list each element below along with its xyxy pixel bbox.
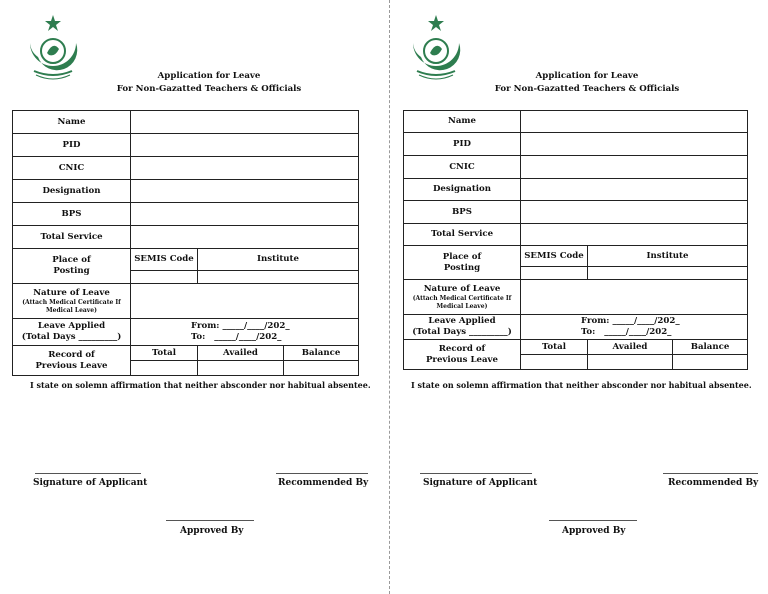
- col-total: Total: [521, 340, 588, 355]
- applicant-signature-line: [35, 473, 141, 474]
- nature-line-3: Medical Leave): [436, 302, 488, 310]
- leave-applied-line: Leave Applied: [428, 316, 496, 326]
- place-line-2: Posting: [443, 262, 481, 273]
- government-emblem-logo: [405, 13, 467, 85]
- record-line-1: Record of: [438, 343, 486, 354]
- total-field[interactable]: [131, 361, 198, 376]
- nature-line-3: Medical Leave): [46, 306, 97, 314]
- nature-line-2: (Attach Medical Certificate If: [412, 294, 512, 302]
- label-record-previous-leave: [13, 346, 131, 376]
- applicant-signature-line: [420, 473, 532, 474]
- label-institute: Institute: [198, 249, 359, 271]
- from-date: From: _____/____/202_: [191, 321, 290, 331]
- form-title: [100, 70, 318, 96]
- total-field[interactable]: [521, 355, 588, 370]
- recommended-signature-line: [276, 473, 368, 474]
- approved-by-label: Approved By: [562, 526, 626, 536]
- balance-field[interactable]: [673, 355, 748, 370]
- total-days-line: (Total Days _________): [21, 332, 122, 342]
- label-bps: BPS: [404, 201, 521, 224]
- leave-form-right: [390, 0, 768, 594]
- col-availed: Availed: [588, 340, 673, 355]
- label-designation: Designation: [13, 180, 131, 203]
- record-line-2: Previous Leave: [35, 360, 108, 371]
- place-line-2: Posting: [53, 266, 90, 276]
- affirmation-text: I state on solemn affirmation that neither absconder nor habitual absentee.: [411, 380, 752, 390]
- nature-line-1: Nature of Leave: [423, 283, 501, 294]
- label-cnic: CNIC: [13, 157, 131, 180]
- label-leave-applied: [13, 319, 131, 346]
- leave-applied-line: Leave Applied: [37, 321, 106, 331]
- col-availed: Availed: [198, 346, 284, 361]
- to-date: To: _____/____/202_: [581, 327, 672, 337]
- signature-of-applicant-label: Signature of Applicant: [423, 478, 538, 488]
- nature-of-leave-field[interactable]: [131, 284, 359, 319]
- record-line-1: Record of: [48, 349, 95, 360]
- label-leave-applied: [404, 315, 521, 340]
- title-line-2: For Non-Gazatted Teachers & Officials: [116, 84, 302, 94]
- label-name: Name: [404, 111, 521, 133]
- form-title: [478, 70, 696, 96]
- pid-field[interactable]: [131, 134, 359, 157]
- total-days-line: (Total Days _________): [412, 327, 512, 337]
- from-date: From: _____/____/202_: [581, 316, 680, 326]
- title-line-2: For Non-Gazatted Teachers & Officials: [494, 84, 680, 94]
- name-field[interactable]: [521, 111, 748, 133]
- label-nature-of-leave: [404, 280, 521, 315]
- government-emblem-logo: [22, 13, 84, 85]
- semis-code-field[interactable]: [131, 271, 198, 284]
- approved-by-label: Approved By: [180, 526, 244, 536]
- bps-field[interactable]: [131, 203, 359, 226]
- label-designation: Designation: [404, 179, 521, 201]
- label-institute: Institute: [588, 246, 748, 267]
- leave-dates-field[interactable]: [521, 315, 748, 340]
- recommended-signature-line: [663, 473, 758, 474]
- bps-field[interactable]: [521, 201, 748, 224]
- leave-table: [12, 110, 359, 376]
- designation-field[interactable]: [521, 179, 748, 201]
- leave-table: [403, 110, 748, 370]
- title-line-1: Application for Leave: [535, 71, 639, 81]
- total-service-field[interactable]: [521, 224, 748, 246]
- semis-code-field[interactable]: [521, 267, 588, 280]
- label-pid: PID: [13, 134, 131, 157]
- col-balance: Balance: [284, 346, 359, 361]
- nature-line-2: (Attach Medical Certificate If: [22, 298, 121, 306]
- balance-field[interactable]: [284, 361, 359, 376]
- label-pid: PID: [404, 133, 521, 156]
- approved-signature-line: [166, 520, 254, 521]
- designation-field[interactable]: [131, 180, 359, 203]
- place-line-1: Place of: [52, 255, 91, 265]
- nature-line-1: Nature of Leave: [33, 287, 110, 298]
- col-total: Total: [131, 346, 198, 361]
- title-line-1: Application for Leave: [157, 71, 261, 81]
- label-name: Name: [13, 111, 131, 134]
- label-cnic: CNIC: [404, 156, 521, 179]
- col-balance: Balance: [673, 340, 748, 355]
- cnic-field[interactable]: [131, 157, 359, 180]
- label-semis-code: SEMIS Code: [521, 246, 588, 267]
- record-line-2: Previous Leave: [425, 354, 499, 365]
- pid-field[interactable]: [521, 133, 748, 156]
- label-total-service: Total Service: [404, 224, 521, 246]
- leave-dates-field[interactable]: [131, 319, 359, 346]
- recommended-by-label: Recommended By: [278, 478, 369, 488]
- place-line-1: Place of: [442, 251, 482, 262]
- affirmation-text: I state on solemn affirmation that neither absconder nor habitual absentee.: [30, 380, 371, 390]
- institute-field[interactable]: [588, 267, 748, 280]
- name-field[interactable]: [131, 111, 359, 134]
- to-date: To: _____/____/202_: [191, 332, 282, 342]
- label-place-of-posting: [404, 246, 521, 280]
- label-nature-of-leave: [13, 284, 131, 319]
- cnic-field[interactable]: [521, 156, 748, 179]
- nature-of-leave-field[interactable]: [521, 280, 748, 315]
- label-place-of-posting: [13, 249, 131, 284]
- label-record-previous-leave: [404, 340, 521, 370]
- label-bps: BPS: [13, 203, 131, 226]
- label-total-service: Total Service: [13, 226, 131, 249]
- institute-field[interactable]: [198, 271, 359, 284]
- availed-field[interactable]: [588, 355, 673, 370]
- approved-signature-line: [549, 520, 637, 521]
- signature-of-applicant-label: Signature of Applicant: [33, 478, 148, 488]
- availed-field[interactable]: [198, 361, 284, 376]
- total-service-field[interactable]: [131, 226, 359, 249]
- label-semis-code: SEMIS Code: [131, 249, 198, 271]
- recommended-by-label: Recommended By: [668, 478, 759, 488]
